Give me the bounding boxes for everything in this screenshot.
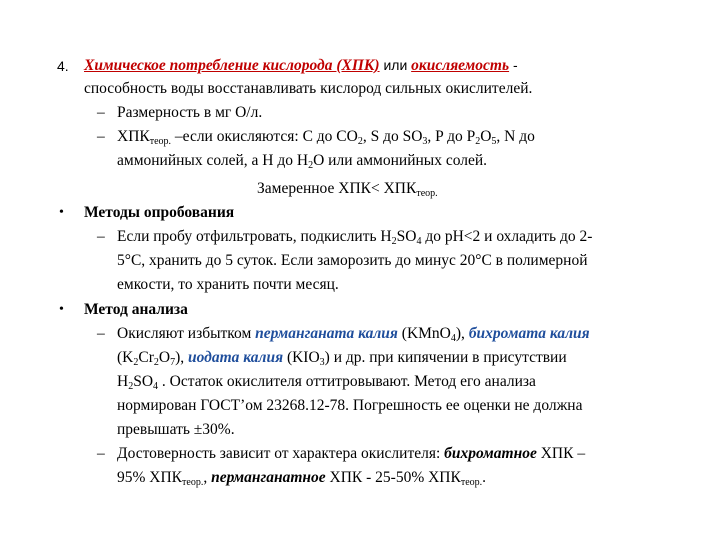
analysis-title: Метод анализа bbox=[84, 301, 188, 318]
term-permanganate: перманганата калия bbox=[255, 325, 398, 342]
dash-sampling: – bbox=[97, 228, 105, 245]
analysis-line7: 95% $ХПК_{теор.}$, перманганатное ХПК - 25-50% $ХПК_{теор.}$. bbox=[117, 469, 487, 488]
item4-line1 bbox=[84, 55, 518, 76]
measured-text: Замеренное $ХПК< ХПК_{теор.}$ bbox=[257, 180, 438, 199]
analysis-line1: Окисляют избытком перманганата калия (KMnO$_4$), бихромата калия bbox=[117, 325, 590, 344]
item4-line2: способность воды восстанавливать кислород сильных окислителей. bbox=[84, 80, 533, 97]
analysis-line2: $(K_2Cr_2O_7)$, иодата калия $(KIO_3)$ и др. при кипячении в присутствии bbox=[117, 349, 567, 368]
sampling-line1: Если пробу отфильтровать, подкислить $H_2SO_4$ до pH<2 и охладить до 2- bbox=[117, 228, 593, 247]
bullet-sampling: • bbox=[59, 205, 64, 220]
sampling-line3: емкости, то хранить почти месяц. bbox=[117, 276, 339, 293]
theor-line2: аммонийных солей, а Н до $Н_2О$ или аммонийных солей. bbox=[117, 152, 488, 171]
theor-line1: $ХПК_{теор.}$ –если окисляются: С до $СО_2$, S до $SO_3$, P до $P_2O_5$, N до bbox=[117, 128, 535, 147]
dash-units: – bbox=[97, 104, 105, 121]
term-dichromate-cod: бихроматное bbox=[444, 445, 537, 462]
analysis-line5: превышать ±30%. bbox=[117, 421, 235, 438]
sampling-title: Методы опробования bbox=[84, 204, 235, 221]
units-text: Размерность в мг О/л. bbox=[117, 104, 263, 121]
dash-theor: – bbox=[97, 128, 105, 145]
analysis-line3: $H_2SO_4$ . Остаток окислителя оттитровывают. Метод его анализа bbox=[117, 373, 536, 392]
item-number: 4. bbox=[57, 58, 69, 74]
dash-analysis-2: – bbox=[97, 445, 105, 462]
bullet-analysis: • bbox=[59, 302, 64, 317]
text-or: или bbox=[383, 57, 408, 73]
analysis-line4: нормирован ГОСТ’ом 23268.12-78. Погрешность ее оценки не должна bbox=[117, 397, 583, 414]
term-cod: Химическое потребление кислорода (ХПК) bbox=[84, 57, 380, 74]
analysis-line6: Достоверность зависит от характера окислителя: бихроматное ХПК – bbox=[117, 445, 586, 462]
dash-analysis-1: – bbox=[97, 325, 105, 342]
term-permanganate-cod: перманганатное bbox=[211, 469, 326, 486]
term-iodate: иодата калия bbox=[187, 349, 284, 366]
term-oxidizability: окисляемость bbox=[411, 57, 510, 74]
dash: - bbox=[512, 57, 518, 73]
term-dichromate: бихромата калия bbox=[468, 325, 590, 342]
sampling-line2: 5°С, хранить до 5 суток. Если заморозить до минус 20°С в полимерной bbox=[117, 252, 588, 269]
